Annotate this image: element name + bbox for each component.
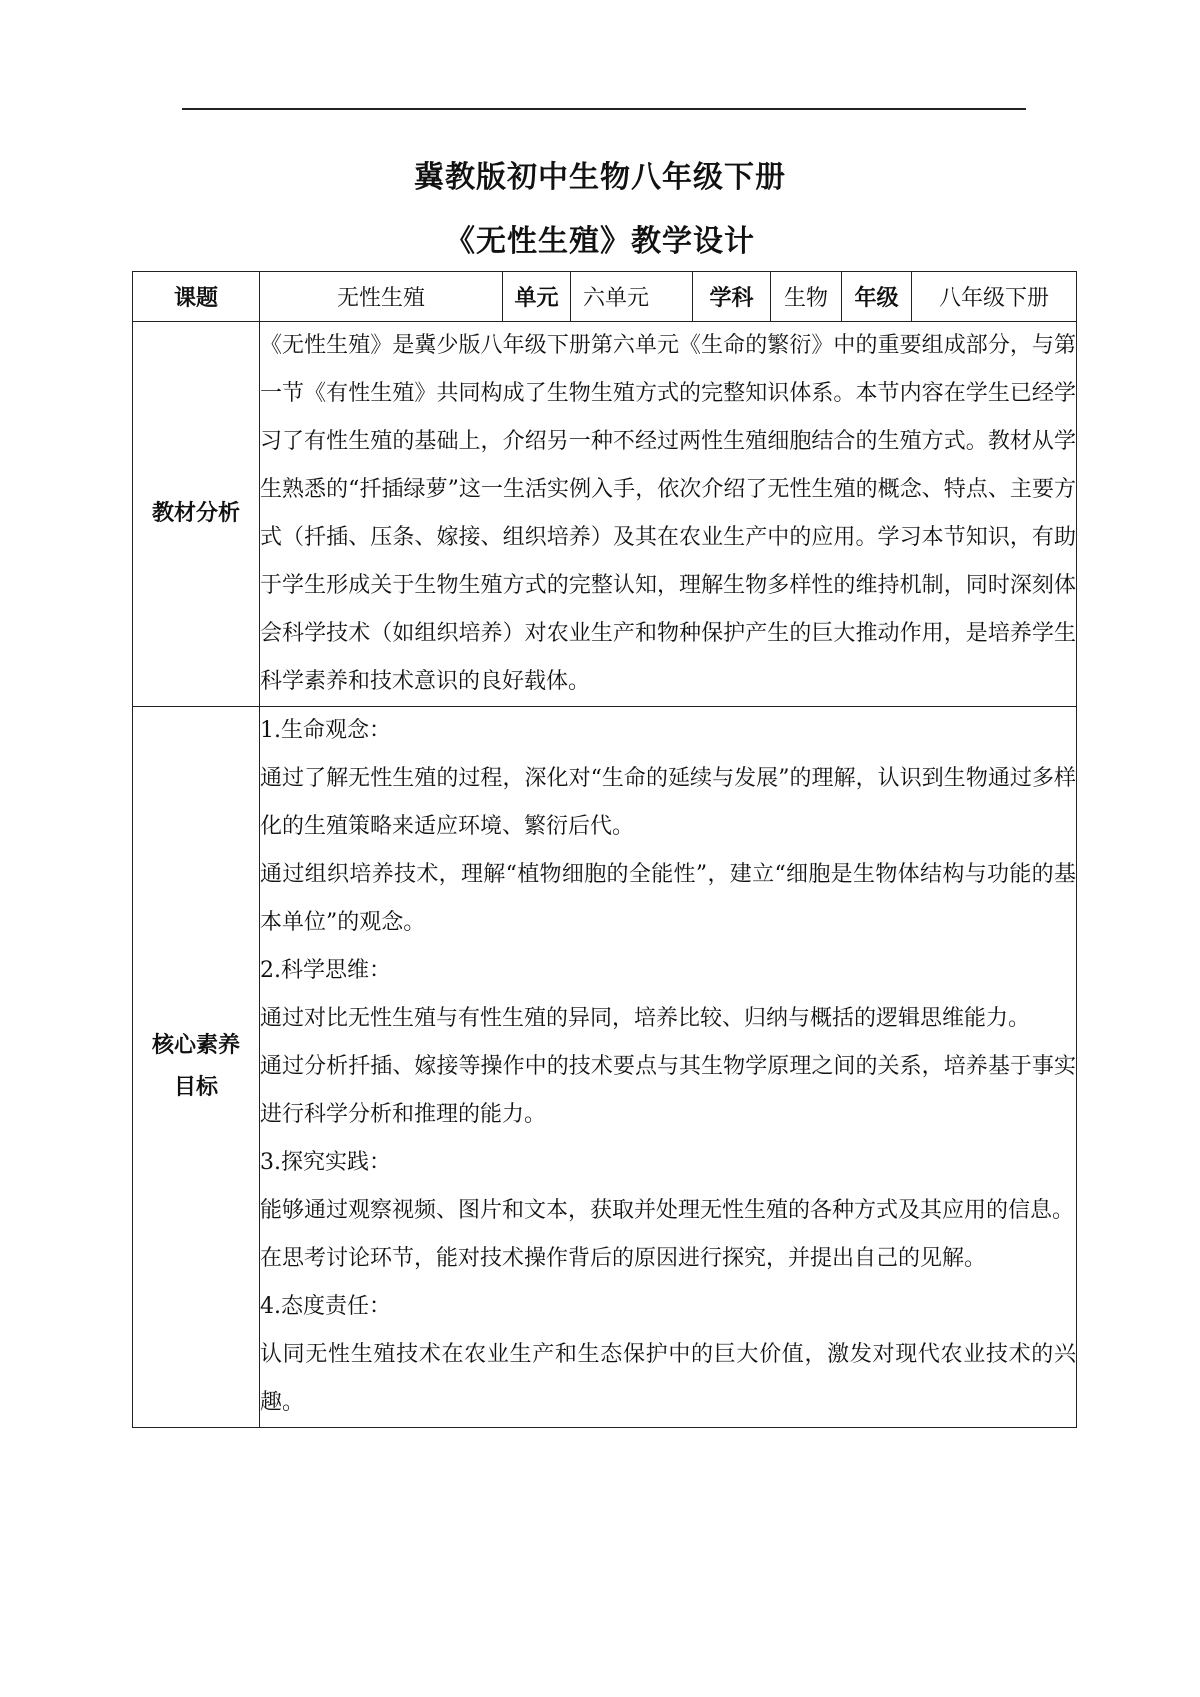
topic-label: 课题 — [133, 272, 260, 322]
goals-label — [133, 707, 260, 1428]
goal-paragraph: 通过分析扦插、嫁接等操作中的技术要点与其生物学原理之间的关系，培养基于事实进行科学分析和推理的能力。 — [260, 1054, 1076, 1127]
goal-paragraph: 能够通过观察视频、图片和文本，获取并处理无性生殖的各种方式及其应用的信息。 — [260, 1198, 1075, 1223]
grade-value: 八年级下册 — [912, 272, 1077, 322]
goal-paragraph: 在思考讨论环节，能对技术操作背后的原因进行探究，并提出自己的见解。 — [260, 1246, 987, 1271]
unit-value: 六单元 — [571, 272, 693, 322]
header-row — [133, 272, 1077, 322]
goal-paragraph: 通过了解无性生殖的过程，深化对“生命的延续与发展”的理解，认识到生物通过多样化的生殖策略来适应环境、繁衍后代。 — [260, 766, 1076, 839]
unit-label: 单元 — [503, 272, 571, 322]
document-subtitle: 《无性生殖》教学设计 — [445, 224, 755, 259]
goal-heading: 4.态度责任： — [260, 1294, 391, 1319]
subject-value: 生物 — [771, 272, 842, 322]
analysis-label: 教材分析 — [133, 322, 260, 707]
analysis-text: 《无性生殖》是冀少版八年级下册第六单元《生命的繁衍》中的重要组成部分，与第一节《有性生殖》共同构成了生物生殖方式的完整知识体系。本节内容在学生已经学习了有性生殖的基础上，介绍另一种不经过两性生殖细胞结合的生殖方式。教材从学生熟悉的“扦插绿萝”这一生活实例入手，依次介绍了无性生殖的概念、特点、主要方式（扦插、压条、嫁接、组织培养）及其在农业生产中的应用。学习本节知识，有助于学生形成关于生物生殖方式的完整认知，理解生物多样性的维持机制，同时深刻体会科学技术（如组织培养）对农业生产和物种保护产生的巨大推动作用，是培养学生科学素养和技术意识的良好载体。 — [260, 322, 1077, 707]
goal-heading: 3.探究实践： — [260, 1150, 391, 1175]
goals-content — [260, 707, 1077, 1428]
goals-label-line2: 目标 — [173, 1075, 218, 1100]
goal-paragraph: 通过组织培养技术，理解“植物细胞的全能性”，建立“细胞是生物体结构与功能的基本单位”的观念。 — [260, 862, 1076, 935]
document-title: 冀教版初中生物八年级下册 — [414, 160, 786, 195]
goal-paragraph: 认同无性生殖技术在农业生产和生态保护中的巨大价值，激发对现代农业技术的兴趣。 — [260, 1342, 1076, 1415]
lesson-design-table — [132, 271, 1077, 1428]
goal-heading: 2.科学思维： — [260, 958, 391, 983]
goals-label-line1: 核心素养 — [151, 1033, 240, 1058]
grade-label: 年级 — [842, 272, 912, 322]
subject-label: 学科 — [693, 272, 771, 322]
topic-value: 无性生殖 — [260, 272, 503, 322]
goal-heading: 1.生命观念： — [260, 718, 391, 743]
header-rule — [182, 108, 1026, 110]
analysis-row — [133, 322, 1077, 707]
goals-row — [133, 707, 1077, 1428]
goal-paragraph: 通过对比无性生殖与有性生殖的异同，培养比较、归纳与概括的逻辑思维能力。 — [260, 1006, 1031, 1031]
